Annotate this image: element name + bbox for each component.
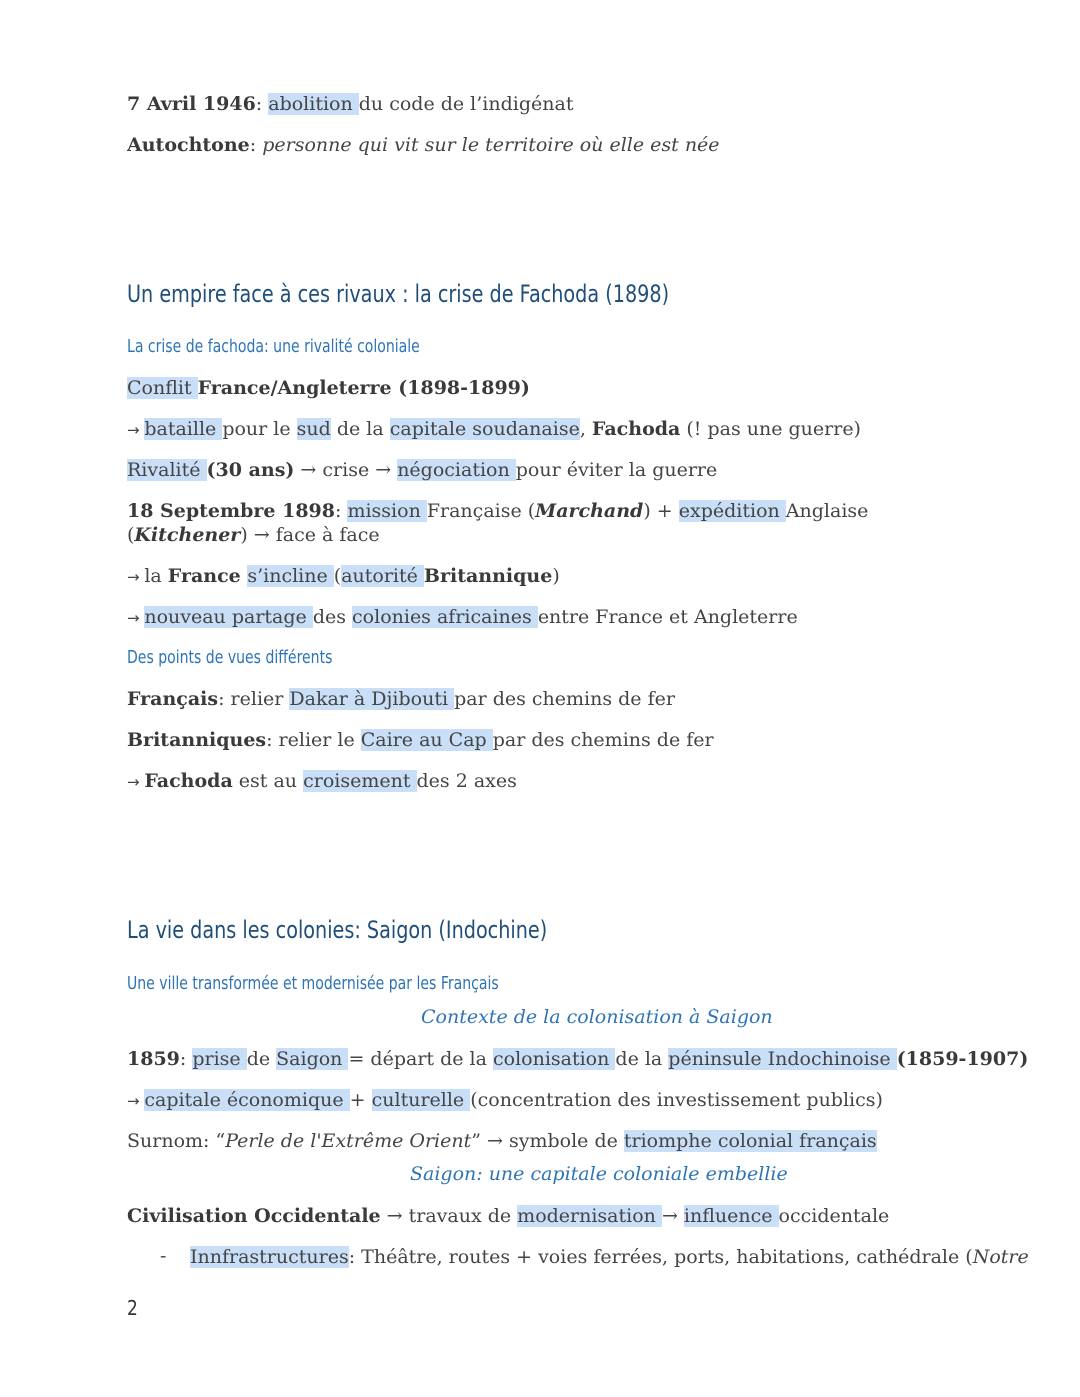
page-number: 2 bbox=[127, 1296, 138, 1320]
line-nouveau-partage: → nouveau partage des colonies africaines entre France et Angleterre bbox=[127, 606, 798, 628]
line-croisement: → Fachoda est au croisement des 2 axes bbox=[127, 770, 517, 792]
list-dash: - bbox=[160, 1245, 167, 1267]
line-infrastructures: Innfrastructures: Théâtre, routes + voies ferrées, ports, habitations, cathédrale (Notre bbox=[190, 1246, 1029, 1268]
line-prise-saigon: 1859: prise de Saigon = départ de la colonisation de la péninsule Indochinoise (1859-1907) bbox=[127, 1048, 1029, 1070]
subsubheading-capitale-embellie: Saigon: une capitale coloniale embellie bbox=[410, 1163, 788, 1185]
subheading-rivalite-coloniale: La crise de fachoda: une rivalité coloniale bbox=[127, 336, 420, 357]
line-conflit: Conflit France/Angleterre (1898-1899) bbox=[127, 377, 530, 399]
heading-fachoda: Un empire face à ces rivaux : la crise de Fachoda (1898) bbox=[127, 280, 670, 308]
subsubheading-contexte: Contexte de la colonisation à Saigon bbox=[421, 1006, 773, 1028]
subheading-ville-transformee: Une ville transformée et modernisée par les Français bbox=[127, 973, 499, 994]
line-mission-expedition: 18 Septembre 1898: mission Française (Marchand) + expédition Anglaise (Kitchener) → face à face bbox=[127, 500, 869, 546]
line-france-incline: → la France s’incline (autorité Britannique) bbox=[127, 565, 560, 587]
heading-saigon: La vie dans les colonies: Saigon (Indochine) bbox=[127, 916, 548, 944]
line-rivalite: Rivalité (30 ans) → crise → négociation pour éviter la guerre bbox=[127, 459, 718, 481]
subheading-points-de-vues: Des points de vues différents bbox=[127, 647, 333, 668]
line-abolition-date: 7 Avril 1946: abolition du code de l’indigénat bbox=[127, 93, 574, 115]
line-bataille: → bataille pour le sud de la capitale soudanaise, Fachoda (! pas une guerre) bbox=[127, 418, 861, 440]
line-autochtone-definition: Autochtone: personne qui vit sur le territoire où elle est née bbox=[127, 134, 720, 156]
line-francais: Français: relier Dakar à Djibouti par des chemins de fer bbox=[127, 688, 675, 710]
line-britanniques: Britanniques: relier le Caire au Cap par des chemins de fer bbox=[127, 729, 714, 751]
line-capitale: → capitale économique + culturelle (concentration des investissement publics) bbox=[127, 1089, 883, 1111]
line-civilisation: Civilisation Occidentale → travaux de modernisation → influence occidentale bbox=[127, 1205, 890, 1227]
line-surnom: Surnom: “Perle de l'Extrême Orient” → symbole de triomphe colonial français bbox=[127, 1130, 877, 1152]
